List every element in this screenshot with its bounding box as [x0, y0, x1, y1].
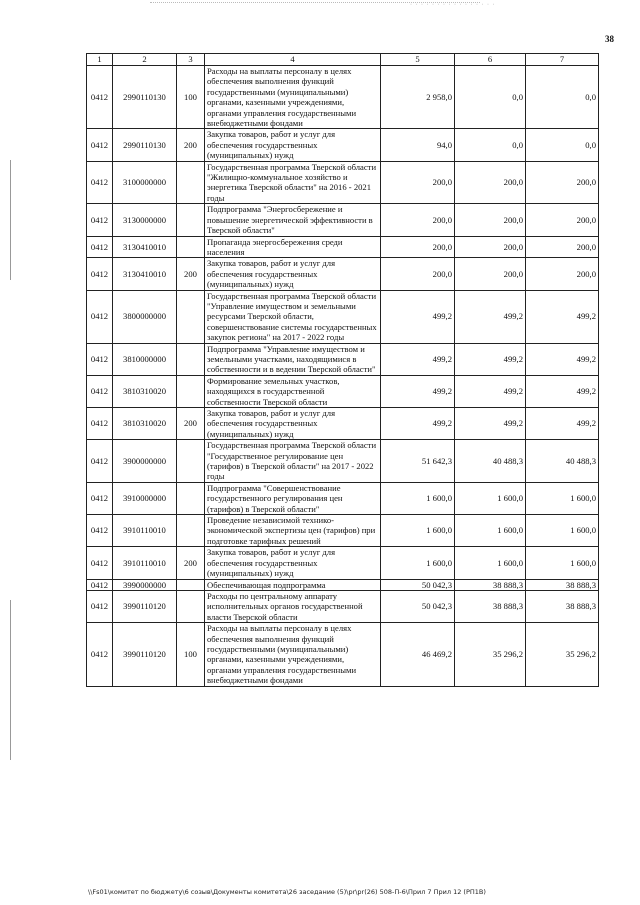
expense-kind-cell — [177, 590, 205, 622]
amount-2022-cell: 1 600,0 — [526, 547, 599, 579]
table-row — [87, 623, 599, 686]
target-code-cell: 2990110130 — [113, 129, 177, 161]
amount-2020-cell: 1 600,0 — [381, 547, 455, 579]
section-code-cell: 0412 — [87, 161, 113, 204]
table-row — [87, 482, 599, 514]
expense-kind-cell: 200 — [177, 258, 205, 290]
target-code-cell: 3990110120 — [113, 623, 177, 686]
amount-2021-cell: 38 888,3 — [455, 579, 526, 590]
table-row — [87, 547, 599, 579]
section-code-cell: 0412 — [87, 204, 113, 236]
amount-2022-cell: 200,0 — [526, 236, 599, 258]
expense-kind-cell — [177, 236, 205, 258]
amount-2022-cell: 0,0 — [526, 66, 599, 129]
section-code-cell: 0412 — [87, 236, 113, 258]
table-row — [87, 290, 599, 343]
table-row — [87, 515, 599, 547]
amount-2021-cell: 1 600,0 — [455, 482, 526, 514]
col-header-2: 2 — [113, 54, 177, 66]
section-code-cell: 0412 — [87, 375, 113, 407]
target-code-cell: 3910000000 — [113, 482, 177, 514]
target-code-cell: 3810310020 — [113, 375, 177, 407]
target-code-cell: 2990110130 — [113, 66, 177, 129]
description-cell: Закупка товаров, работ и услуг для обеспечения государственных (муниципальных) нужд — [205, 258, 381, 290]
section-code-cell: 0412 — [87, 66, 113, 129]
binding-mark — [10, 600, 11, 760]
target-code-cell: 3130410010 — [113, 258, 177, 290]
amount-2021-cell: 499,2 — [455, 343, 526, 375]
amount-2020-cell: 200,0 — [381, 161, 455, 204]
amount-2022-cell: 200,0 — [526, 161, 599, 204]
col-header-1: 1 — [87, 54, 113, 66]
target-code-cell: 3900000000 — [113, 440, 177, 483]
amount-2020-cell: 200,0 — [381, 236, 455, 258]
description-cell: Пропаганда энергосбережения среди населения — [205, 236, 381, 258]
description-cell: Государственная программа Тверской области "Управление имуществом и земельными ресурсами Тверской области, совершенствование системы государственных закупок региона" на 2017 - 2022 годы — [205, 290, 381, 343]
expense-kind-cell: 200 — [177, 547, 205, 579]
target-code-cell: 3990000000 — [113, 579, 177, 590]
amount-2022-cell: 38 888,3 — [526, 579, 599, 590]
amount-2022-cell: 38 888,3 — [526, 590, 599, 622]
amount-2021-cell: 499,2 — [455, 290, 526, 343]
amount-2020-cell: 499,2 — [381, 375, 455, 407]
target-code-cell: 3100000000 — [113, 161, 177, 204]
expense-kind-cell: 200 — [177, 408, 205, 440]
section-code-cell: 0412 — [87, 482, 113, 514]
amount-2022-cell: 200,0 — [526, 204, 599, 236]
amount-2022-cell: 1 600,0 — [526, 482, 599, 514]
section-code-cell: 0412 — [87, 129, 113, 161]
section-code-cell: 0412 — [87, 440, 113, 483]
expense-kind-cell — [177, 515, 205, 547]
amount-2020-cell: 200,0 — [381, 258, 455, 290]
description-cell: Подпрограмма "Управление имуществом и земельными участками, находящимися в собственности и в ведении Тверской области" — [205, 343, 381, 375]
amount-2021-cell: 0,0 — [455, 129, 526, 161]
amount-2020-cell: 499,2 — [381, 343, 455, 375]
amount-2021-cell: 200,0 — [455, 161, 526, 204]
amount-2022-cell: 1 600,0 — [526, 515, 599, 547]
amount-2021-cell: 1 600,0 — [455, 515, 526, 547]
description-cell: Обеспечивающая подпрограмма — [205, 579, 381, 590]
amount-2022-cell: 200,0 — [526, 258, 599, 290]
amount-2020-cell: 2 958,0 — [381, 66, 455, 129]
amount-2021-cell: 40 488,3 — [455, 440, 526, 483]
amount-2021-cell: 200,0 — [455, 258, 526, 290]
description-cell: Подпрограмма "Совершенствование государственного регулирования цен (тарифов) в Тверской области" — [205, 482, 381, 514]
col-header-6: 6 — [455, 54, 526, 66]
target-code-cell: 3910110010 — [113, 547, 177, 579]
table-row — [87, 375, 599, 407]
col-header-3: 3 — [177, 54, 205, 66]
description-cell: Закупка товаров, работ и услуг для обеспечения государственных (муниципальных) нужд — [205, 129, 381, 161]
amount-2020-cell: 46 469,2 — [381, 623, 455, 686]
amount-2022-cell: 40 488,3 — [526, 440, 599, 483]
description-cell: Закупка товаров, работ и услуг для обеспечения государственных (муниципальных) нужд — [205, 408, 381, 440]
section-code-cell: 0412 — [87, 547, 113, 579]
section-code-cell: 0412 — [87, 579, 113, 590]
expense-kind-cell — [177, 290, 205, 343]
amount-2020-cell: 51 642,3 — [381, 440, 455, 483]
scan-artifact: · · · · · · · · · · · · · · · · — [410, 2, 496, 8]
section-code-cell: 0412 — [87, 623, 113, 686]
description-cell: Формирование земельных участков, находящихся в государственной собственности Тверской области — [205, 375, 381, 407]
target-code-cell: 3130410010 — [113, 236, 177, 258]
amount-2022-cell: 499,2 — [526, 343, 599, 375]
description-cell: Подпрограмма "Энергосбережение и повышение энергетической эффективности в Тверской области" — [205, 204, 381, 236]
target-code-cell: 3990110120 — [113, 590, 177, 622]
target-code-cell: 3800000000 — [113, 290, 177, 343]
table-row — [87, 579, 599, 590]
amount-2021-cell: 0,0 — [455, 66, 526, 129]
expense-kind-cell — [177, 440, 205, 483]
amount-2020-cell: 1 600,0 — [381, 482, 455, 514]
section-code-cell: 0412 — [87, 590, 113, 622]
section-code-cell: 0412 — [87, 408, 113, 440]
target-code-cell: 3810000000 — [113, 343, 177, 375]
amount-2020-cell: 499,2 — [381, 408, 455, 440]
expense-kind-cell: 100 — [177, 66, 205, 129]
binding-mark — [10, 160, 11, 280]
table-row — [87, 66, 599, 129]
table-row — [87, 590, 599, 622]
expense-kind-cell — [177, 375, 205, 407]
table-row — [87, 236, 599, 258]
section-code-cell: 0412 — [87, 515, 113, 547]
table-row — [87, 343, 599, 375]
amount-2021-cell: 200,0 — [455, 204, 526, 236]
amount-2020-cell: 200,0 — [381, 204, 455, 236]
section-code-cell: 0412 — [87, 258, 113, 290]
amount-2021-cell: 1 600,0 — [455, 547, 526, 579]
file-path-footer: \\Fs01\комитет по бюджету\6 созыв\Документы комитета\26 заседание (5)\pr\pr(26) 508-П-6\Прил 7 Прил 12 (РП1В) — [88, 888, 486, 896]
table-row — [87, 129, 599, 161]
header-row — [87, 54, 599, 66]
amount-2020-cell: 50 042,3 — [381, 590, 455, 622]
amount-2020-cell: 499,2 — [381, 290, 455, 343]
table-row — [87, 408, 599, 440]
amount-2022-cell: 499,2 — [526, 290, 599, 343]
expense-kind-cell — [177, 343, 205, 375]
amount-2022-cell: 499,2 — [526, 375, 599, 407]
page-number: 38 — [605, 34, 614, 44]
col-header-5: 5 — [381, 54, 455, 66]
amount-2020-cell: 50 042,3 — [381, 579, 455, 590]
description-cell: Расходы по центральному аппарату исполнительных органов государственной власти Тверской области — [205, 590, 381, 622]
expense-kind-cell — [177, 161, 205, 204]
table-row — [87, 440, 599, 483]
amount-2021-cell: 38 888,3 — [455, 590, 526, 622]
description-cell: Государственная программа Тверской области "Государственное регулирование цен (тарифов) в Тверской области" на 2017 - 2022 годы — [205, 440, 381, 483]
description-cell: Государственная программа Тверской области "Жилищно-коммунальное хозяйство и энергетика Тверской области" на 2016 - 2021 годы — [205, 161, 381, 204]
col-header-4: 4 — [205, 54, 381, 66]
amount-2021-cell: 35 296,2 — [455, 623, 526, 686]
table-row — [87, 161, 599, 204]
target-code-cell: 3130000000 — [113, 204, 177, 236]
expense-kind-cell — [177, 579, 205, 590]
amount-2021-cell: 499,2 — [455, 408, 526, 440]
description-cell: Закупка товаров, работ и услуг для обеспечения государственных (муниципальных) нужд — [205, 547, 381, 579]
amount-2022-cell: 35 296,2 — [526, 623, 599, 686]
table-row — [87, 258, 599, 290]
amount-2020-cell: 1 600,0 — [381, 515, 455, 547]
description-cell: Проведение независимой технико-экономической экспертизы цен (тарифов) при подготовке тарифных решений — [205, 515, 381, 547]
expense-kind-cell — [177, 204, 205, 236]
description-cell: Расходы на выплаты персоналу в целях обеспечения выполнения функций государственными (муниципальными) органами, казенными учреждениями, органами управления государственными внебюджетными фондами — [205, 623, 381, 686]
amount-2021-cell: 499,2 — [455, 375, 526, 407]
amount-2021-cell: 200,0 — [455, 236, 526, 258]
section-code-cell: 0412 — [87, 290, 113, 343]
target-code-cell: 3910110010 — [113, 515, 177, 547]
amount-2020-cell: 94,0 — [381, 129, 455, 161]
expense-kind-cell — [177, 482, 205, 514]
expense-kind-cell: 200 — [177, 129, 205, 161]
col-header-7: 7 — [526, 54, 599, 66]
target-code-cell: 3810310020 — [113, 408, 177, 440]
amount-2022-cell: 0,0 — [526, 129, 599, 161]
section-code-cell: 0412 — [87, 343, 113, 375]
description-cell: Расходы на выплаты персоналу в целях обеспечения выполнения функций государственными (муниципальными) органами, казенными учреждениями, органами управления государственными внебюджетными фондами — [205, 66, 381, 129]
table-row — [87, 204, 599, 236]
budget-table — [86, 53, 599, 687]
expense-kind-cell: 100 — [177, 623, 205, 686]
amount-2022-cell: 499,2 — [526, 408, 599, 440]
